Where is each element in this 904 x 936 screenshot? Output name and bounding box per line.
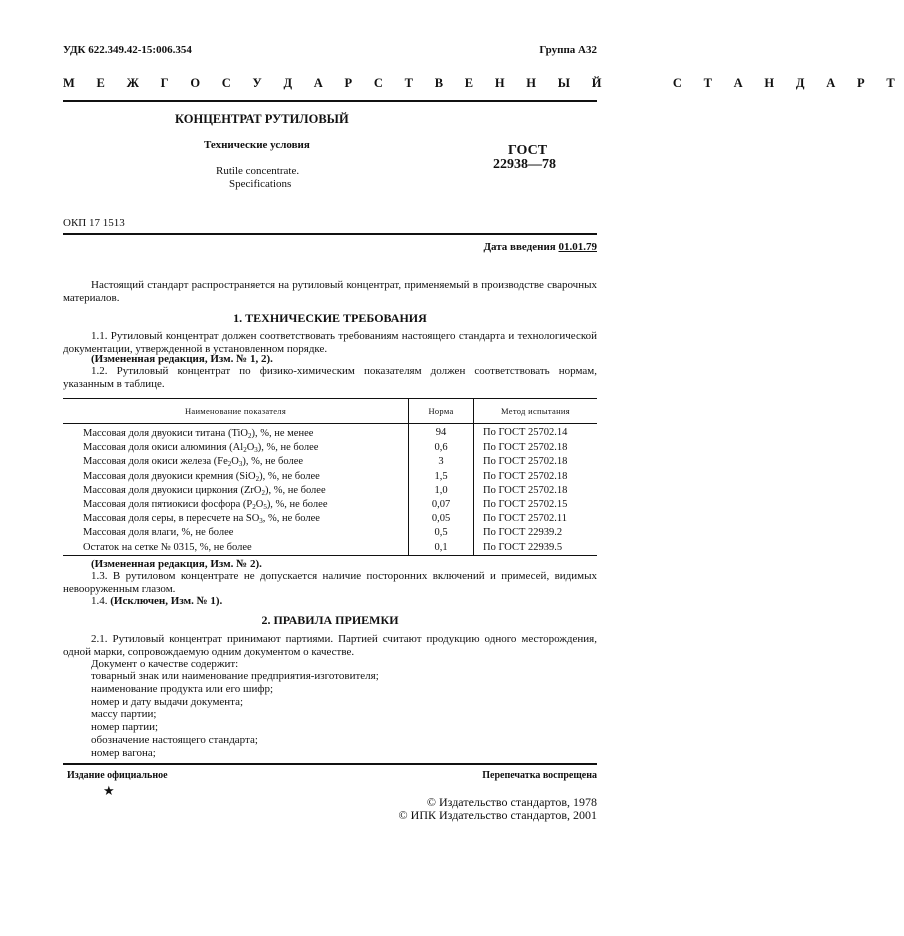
clause-1-4-number: 1.4. — [91, 595, 111, 607]
formula-subscript: 2 — [227, 460, 232, 469]
list-item: номер партии; — [91, 721, 159, 734]
indicator-name — [63, 455, 409, 469]
header-norm: Норма — [409, 399, 474, 424]
norm-value: 1,0 — [409, 484, 474, 498]
english-title-line2: Specifications — [229, 178, 292, 190]
intro-date-label: Дата введения — [483, 241, 559, 253]
indicator-text: Массовая доля серы, в пересчете на SO — [83, 513, 260, 525]
indicator-name — [63, 512, 409, 526]
test-method: По ГОСТ 25702.18 — [483, 442, 568, 454]
table-row — [63, 470, 597, 484]
indicator-name — [63, 441, 409, 455]
table-row — [63, 484, 597, 498]
test-method: По ГОСТ 25702.18 — [483, 484, 568, 496]
indicator-text: Массовая доля двуокиси титана (TiO — [83, 428, 248, 440]
table-row — [63, 512, 597, 526]
indicator-text: Массовая доля пятиокиси фосфора (P — [83, 499, 253, 511]
clause-1-3: 1.3. В рутиловом концентрате не допускается наличие посторонних включений и примесей, видимых невооруженным глазом. — [63, 570, 597, 595]
test-method: По ГОСТ 25702.18 — [483, 456, 568, 468]
banner-rule — [63, 100, 597, 102]
copyright-1978: © Издательство стандартов, 1978 — [426, 795, 597, 809]
table-row — [63, 441, 597, 455]
list-item: товарный знак или наименование предприятия-изготовителя; — [91, 670, 379, 682]
indicator-text: Остаток на сетке № 0315, %, не более — [83, 541, 252, 553]
list-item: массу партии; — [91, 708, 157, 721]
test-method: По ГОСТ 25702.11 — [483, 513, 568, 525]
indicator-name — [63, 424, 409, 442]
test-method: По ГОСТ 22939.5 — [474, 541, 598, 556]
list-item: номер вагона; — [91, 746, 156, 759]
table-row — [63, 498, 597, 512]
indicator-text: O — [246, 442, 255, 454]
clause-1-1: 1.1. Рутиловый концентрат должен соответствовать требованиям настоящего стандарта и технологической документации, утвержденной в установленном порядке. — [63, 330, 597, 355]
udk-code: УДК 622.349.42-15:006.354 — [63, 44, 192, 56]
document-subtitle: Технические условия — [204, 139, 310, 151]
indicator-text: ), %, не более — [257, 442, 319, 454]
english-title-line1: Rutile concentrate. — [216, 165, 300, 177]
formula-subscript: 2 — [243, 446, 247, 455]
test-method: По ГОСТ 25702.18 — [483, 470, 568, 482]
table-revision-note: (Измененная редакция, Изм. № 2). — [91, 558, 262, 570]
list-item: наименование продукта или его шифр; — [91, 682, 274, 695]
test-method: По ГОСТ 25702.15 — [483, 499, 568, 511]
table-row — [63, 424, 597, 442]
requirements-table — [63, 398, 597, 556]
formula-subscript: 2 — [255, 474, 260, 483]
group-code: Группа А32 — [539, 44, 597, 56]
footer-rule — [63, 763, 597, 765]
formula-subscript: 2 — [248, 432, 252, 441]
clause-1-2: 1.2. Рутиловый концентрат по физико-химическим показателям должен соответствовать нормам, указанным в таблице. — [63, 365, 597, 390]
formula-subscript: 5 — [263, 503, 267, 512]
norm-value: 0,05 — [409, 512, 474, 526]
indicator-text: , %, не более — [262, 513, 320, 525]
norm-value: 0,1 — [409, 541, 474, 556]
indicator-name — [63, 541, 409, 556]
intro-date-value: 01.01.79 — [558, 241, 597, 253]
norm-value: 0,6 — [409, 441, 474, 455]
indicator-text: ), %, не менее — [251, 428, 314, 440]
indicator-name — [63, 484, 409, 498]
norm-value: 0,07 — [409, 498, 474, 512]
copyright-2001: © ИПК Издательство стандартов, 2001 — [398, 808, 597, 822]
norm-value: 3 — [409, 455, 474, 469]
quality-document-items — [91, 670, 379, 760]
norm-value: 94 — [409, 424, 474, 442]
official-edition: Издание официальное — [67, 770, 168, 781]
indicator-name — [63, 526, 409, 540]
quality-document-intro: Документ о качестве содержит: — [91, 658, 239, 670]
gost-number: 22938—78 — [493, 157, 556, 172]
table-header-row — [63, 399, 597, 424]
formula-subscript: 3 — [259, 517, 263, 526]
indicator-name — [63, 470, 409, 484]
introduction-date — [483, 241, 597, 253]
indicator-text: ), %, не более — [264, 484, 326, 496]
header-method: Метод испытания — [474, 399, 598, 424]
list-item: номер и дату выдачи документа; — [91, 695, 244, 708]
indicator-text: O — [231, 456, 239, 468]
section2-heading: 2. ПРАВИЛА ПРИЕМКИ — [261, 613, 399, 627]
indicator-text: Массовая доля окиси железа (Fe — [83, 456, 228, 468]
list-item: обозначение настоящего стандарта; — [91, 733, 258, 746]
header-indicator: Наименование показателя — [63, 399, 409, 424]
clause-1-4-excluded: (Исключен, Изм. № 1). — [110, 595, 223, 607]
table-row — [63, 455, 597, 469]
indicator-text: Массовая доля влаги, %, не более — [83, 527, 234, 539]
interstate-standard-banner: М Е Ж Г О С У Д А Р С Т В Е Н Н Ы Й С Т А Н Д А Р Т — [63, 76, 904, 90]
table-row — [63, 526, 597, 540]
indicator-text: Массовая доля двуокиси кремния (SiO — [83, 470, 256, 482]
formula-subscript: 3 — [238, 460, 243, 469]
section1-heading: 1. ТЕХНИЧЕСКИЕ ТРЕБОВАНИЯ — [233, 311, 427, 325]
indicator-text: Массовая доля окиси алюминия (Al — [83, 442, 244, 454]
reprint-prohibited: Перепечатка воспрещена — [482, 770, 597, 781]
indicator-name — [63, 498, 409, 512]
gost-label: ГОСТ — [508, 143, 548, 158]
indicator-text: ), %, не более — [242, 456, 304, 468]
formula-subscript: 2 — [252, 503, 256, 512]
formula-subscript: 3 — [254, 446, 258, 455]
okp-code: ОКП 17 1513 — [63, 217, 125, 229]
document-title: КОНЦЕНТРАТ РУТИЛОВЫЙ — [175, 112, 349, 126]
clause-1-4 — [91, 595, 222, 607]
table-row — [63, 541, 597, 556]
norm-value: 0,5 — [409, 526, 474, 540]
okp-rule — [63, 233, 597, 235]
clause-1-1-revision: (Измененная редакция, Изм. № 1, 2). — [91, 353, 273, 365]
preamble-paragraph: Настоящий стандарт распространяется на рутиловый концентрат, применяемый в производстве сварочных материалов. — [63, 279, 597, 304]
indicator-text: ), %, не более — [259, 470, 320, 482]
indicator-text: Массовая доля двуокиси циркония (ZrO — [83, 484, 262, 496]
clause-2-1: 2.1. Рутиловый концентрат принимают партиями. Партией считают продукцию одного месторождения, одной марки, сопровождаемую одним документом о качестве. — [63, 633, 597, 658]
test-method: По ГОСТ 25702.14 — [483, 426, 568, 438]
indicator-text: ), %, не более — [266, 499, 328, 511]
indicator-text: O — [255, 499, 264, 511]
star-icon: ★ — [103, 783, 115, 798]
formula-subscript: 2 — [261, 488, 265, 497]
norm-value: 1,5 — [409, 470, 474, 484]
test-method: По ГОСТ 22939.2 — [483, 527, 563, 539]
